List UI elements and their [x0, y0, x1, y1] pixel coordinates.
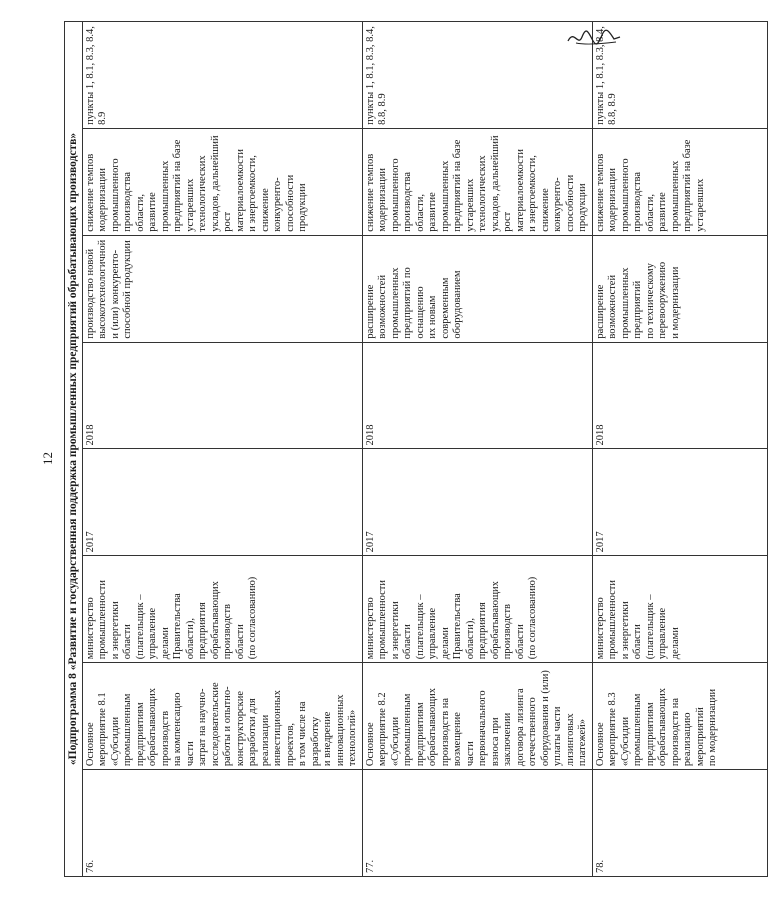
event-cell: Основное мероприятие 8.1 «Субсидии промышленным предприятиям обрабатывающих производств на компенсацию части затрат на научно- исследовательские работы и опытно- конструкторские разработки для реализации инвестиционных проектов, в том числе на разработку и внедрение инновационных технологий»	[82, 663, 362, 770]
table-row	[82, 22, 362, 877]
event-cell: Основное мероприятие 8.2 «Субсидии промышленным предприятиям обрабатывающих производств на возмещение части первоначального взноса при заключении договора лизинга отечественного оборудования и (или) уплаты части лизинговых платежей»	[362, 663, 592, 770]
table-row	[362, 22, 592, 877]
start-year-cell: 2017	[592, 449, 767, 556]
consequence-cell: снижение темпов модернизации промышленного производства области, развитие промышленных предприятий на базе устаревших технологических укладов, дальнейший рост материалоемкости и энергоемкости, снижение конкуренто- способности продукции	[82, 128, 362, 235]
indicator-link-cell: пункты 1, 8.1, 8.3, 8.4, 8.8, 8.9	[592, 22, 767, 129]
consequence-cell: снижение темпов модернизации промышленного производства области, развитие промышленных предприятий на базе устаревших технологических укладов, дальнейший рост материалоемкости и энергоемкости, снижение конкуренто- способности продукции	[362, 128, 592, 235]
event-cell: Основное мероприятие 8.3 «Субсидии промышленным предприятиям обрабатывающих производств на реализацию мероприятий по модернизации	[592, 663, 767, 770]
program-table	[64, 21, 768, 877]
responsible-cell: министерство промышленности и энергетики области (плательщик – управление делами Правительства области), предприятия обрабатывающих производств области (по согласованию)	[82, 556, 362, 663]
handwritten-signature	[566, 25, 622, 49]
row-number: 78.	[592, 770, 767, 877]
row-number: 77.	[362, 770, 592, 877]
start-year-cell: 2017	[82, 449, 362, 556]
consequence-cell: снижение темпов модернизации промышленного производства области, развитие промышленных предприятий на базе устаревших	[592, 128, 767, 235]
effect-cell: расширение возможностей промышленных предприятий по техническому перевооружению и модернизации	[592, 235, 767, 342]
subprogram-title: «Подпрограмма 8 «Развитие и государственная поддержка промышленных предприятий обрабатывающих производств»	[65, 22, 83, 877]
effect-cell: расширение возможностей промышленных предприятий по оснащению их новым современным оборудованием	[362, 235, 592, 342]
subprogram-header-row	[65, 22, 83, 877]
indicator-link-cell: пункты 1, 8.1, 8.3, 8.4, 8.9	[82, 22, 362, 129]
indicator-link-cell: пункты 1, 8.1, 8.3, 8.4, 8.8, 8.9	[362, 22, 592, 129]
effect-cell: производство новой высокотехнологичной и (или) конкуренто- способной продукции	[82, 235, 362, 342]
end-year-cell: 2018	[82, 342, 362, 449]
page-number: 12	[40, 452, 55, 465]
row-number: 76.	[82, 770, 362, 877]
responsible-cell: министерство промышленности и энергетики области (плательщик – управление делами	[592, 556, 767, 663]
responsible-cell: министерство промышленности и энергетики области (плательщик – управление делами Правительства области), предприятия обрабатывающих производств области (по согласованию)	[362, 556, 592, 663]
table-row	[592, 22, 767, 877]
end-year-cell: 2018	[362, 342, 592, 449]
start-year-cell: 2017	[362, 449, 592, 556]
end-year-cell: 2018	[592, 342, 767, 449]
